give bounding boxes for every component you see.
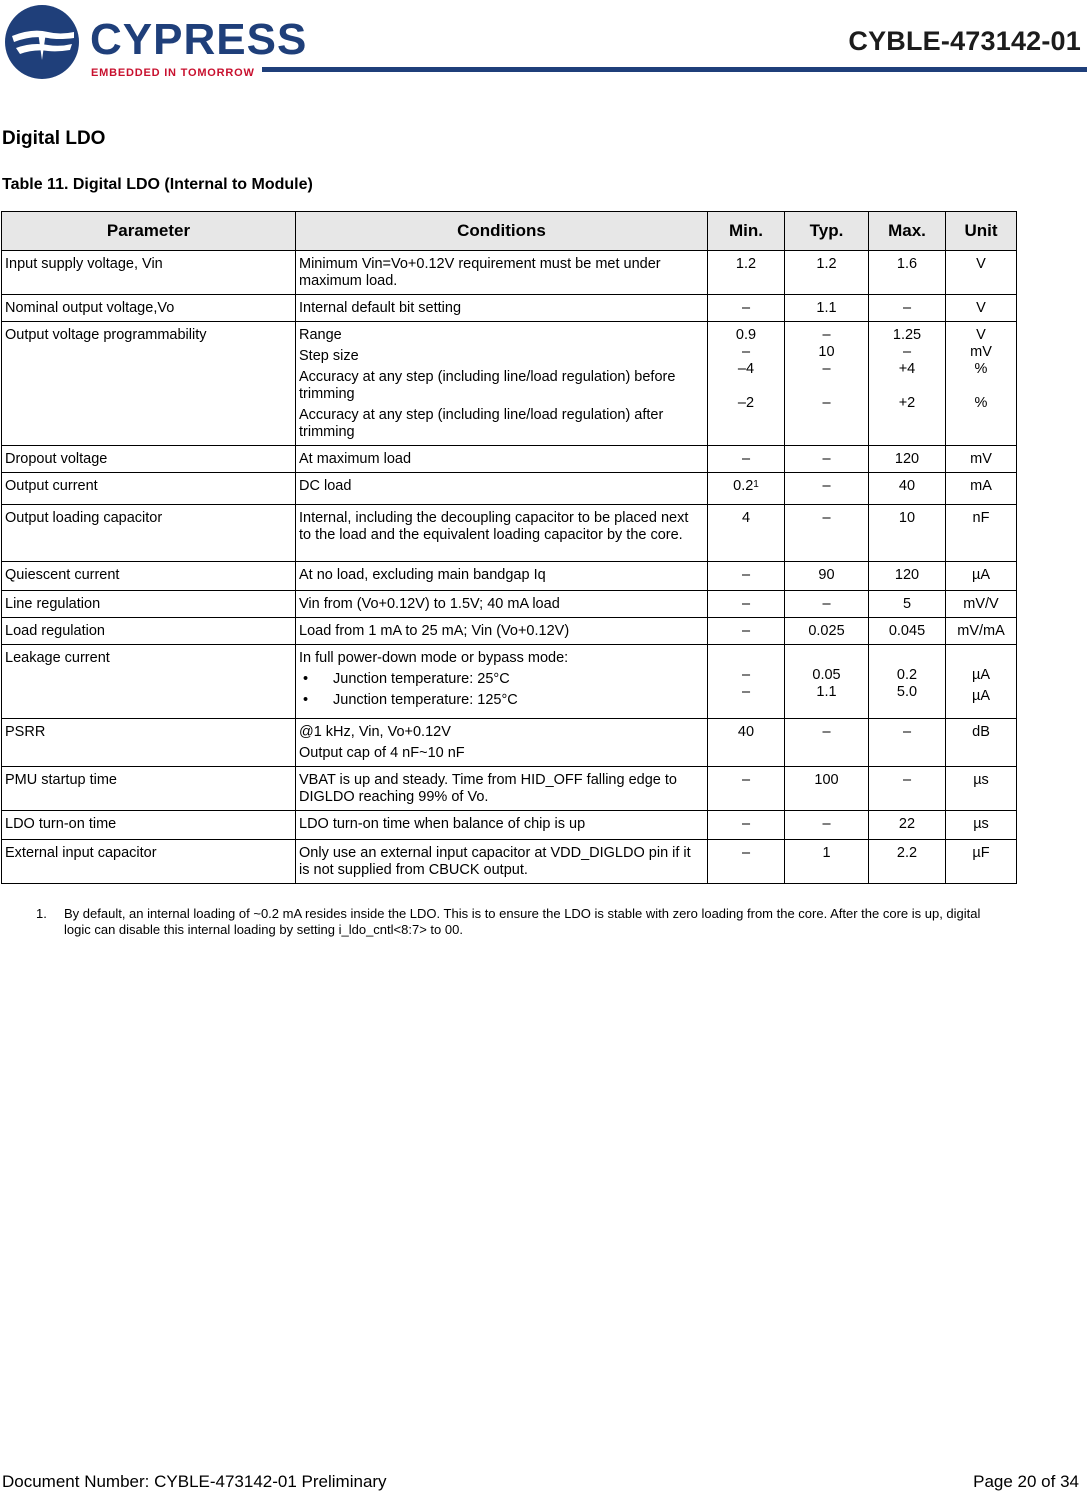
conditions-cell [296, 811, 708, 840]
value: – [822, 361, 831, 377]
parameter-cell: External input capacitor [2, 840, 296, 884]
typ-cell: 1.2 [785, 251, 869, 295]
max-cell: – [869, 295, 946, 322]
table-row [2, 295, 1017, 322]
max-cell: 5 [869, 591, 946, 618]
value: 5.0 [896, 684, 918, 700]
unit-cell: V [946, 295, 1017, 322]
value: % [974, 361, 988, 377]
max-cell [869, 645, 946, 719]
max-cell: 120 [869, 446, 946, 473]
table-row [2, 591, 1017, 618]
value: 1.25 [892, 327, 922, 343]
typ-cell: 100 [785, 767, 869, 811]
max-cell: 120 [869, 562, 946, 591]
condition-text: Load from 1 mA to 25 mA; Vin (Vo+0.12V) [299, 623, 570, 639]
value: +2 [898, 395, 916, 411]
brand-wordmark: CYPRESS [90, 15, 308, 64]
condition-text: Range [299, 327, 342, 343]
min-cell [708, 322, 785, 446]
parameter-cell: Output loading capacitor [2, 505, 296, 562]
header-rule [262, 67, 1087, 72]
unit-cell: mV/V [946, 591, 1017, 618]
value: 0.05 [812, 667, 841, 683]
footnote [36, 906, 986, 938]
max-cell: – [869, 719, 946, 767]
conditions-cell [296, 446, 708, 473]
table-row [2, 645, 1017, 719]
conditions-cell [296, 473, 708, 505]
max-cell: 40 [869, 473, 946, 505]
digital-ldo-table [1, 211, 1017, 884]
value: – [741, 667, 751, 683]
parameter-cell: Output voltage programmability [2, 322, 296, 446]
value: 0.2 [896, 667, 918, 683]
document-number: Document Number: CYBLE-473142-01 Preliminary [2, 1472, 387, 1491]
parameter-cell: Leakage current [2, 645, 296, 719]
min-cell: – [708, 840, 785, 884]
value: 1.1 [816, 684, 837, 700]
footnote-text: By default, an internal loading of ~0.2 mA resides inside the LDO. This is to ensure the LDO is stable with zero loading from the core. After the core is up, digital logic can disable this internal loading by setting i_ldo_cntl<8:7> to 00. [64, 906, 981, 937]
value: mV [970, 344, 992, 360]
typ-cell: – [785, 505, 869, 562]
condition-text: In full power-down mode or bypass mode: [299, 650, 569, 666]
condition-text: Accuracy at any step (including line/load regulation) before trimming [299, 369, 676, 402]
table-row [2, 251, 1017, 295]
typ-cell: – [785, 473, 869, 505]
table-row [2, 719, 1017, 767]
value: – [741, 684, 751, 700]
unit-cell: dB [946, 719, 1017, 767]
max-cell: 1.6 [869, 251, 946, 295]
table-row [2, 767, 1017, 811]
max-cell [869, 322, 946, 446]
typ-cell: – [785, 811, 869, 840]
conditions-cell [296, 295, 708, 322]
typ-cell: – [785, 591, 869, 618]
parameter-cell: Line regulation [2, 591, 296, 618]
condition-text: @1 kHz, Vin, Vo+0.12V [299, 724, 451, 740]
value: – [902, 344, 912, 360]
table-row [2, 446, 1017, 473]
max-cell: 0.045 [869, 618, 946, 645]
conditions-cell [296, 767, 708, 811]
condition-text: Minimum Vin=Vo+0.12V requirement must be met under maximum load. [299, 256, 661, 289]
value: 0.2 [733, 478, 754, 494]
page-header [0, 0, 1087, 90]
table-row [2, 322, 1017, 446]
column-header: Unit [946, 212, 1017, 251]
parameter-cell: Dropout voltage [2, 446, 296, 473]
page-number: Page 20 of 34 [973, 1472, 1079, 1491]
table-header-row [2, 212, 1017, 251]
max-cell: – [869, 767, 946, 811]
column-header: Conditions [296, 212, 708, 251]
parameter-cell: Input supply voltage, Vin [2, 251, 296, 295]
conditions-cell [296, 618, 708, 645]
min-cell: – [708, 295, 785, 322]
min-cell: – [708, 562, 785, 591]
min-cell [708, 645, 785, 719]
min-cell: – [708, 618, 785, 645]
parameter-cell: PSRR [2, 719, 296, 767]
conditions-cell [296, 505, 708, 562]
typ-cell [785, 645, 869, 719]
value: µA [971, 667, 991, 683]
unit-cell: mV [946, 446, 1017, 473]
max-cell: 2.2 [869, 840, 946, 884]
typ-cell: 1.1 [785, 295, 869, 322]
unit-cell: µs [946, 767, 1017, 811]
conditions-cell [296, 840, 708, 884]
table-row [2, 562, 1017, 591]
value: –4 [737, 361, 755, 377]
conditions-cell [296, 719, 708, 767]
value: +4 [898, 361, 916, 377]
table-caption: Table 11. Digital LDO (Internal to Module) [2, 176, 313, 193]
typ-cell [785, 322, 869, 446]
min-cell: – [708, 591, 785, 618]
max-cell: 22 [869, 811, 946, 840]
condition-text: LDO turn-on time when balance of chip is up [299, 816, 586, 832]
conditions-cell [296, 562, 708, 591]
unit-cell [946, 645, 1017, 719]
bullet-item: • Junction temperature: 25°C [299, 671, 704, 688]
column-header: Min. [708, 212, 785, 251]
value: –2 [737, 395, 755, 411]
table-row [2, 618, 1017, 645]
condition-text: Step size [299, 348, 359, 364]
value: 0.9 [735, 327, 757, 343]
condition-text: Accuracy at any step (including line/load regulation) after trimming [299, 407, 664, 440]
conditions-cell [296, 591, 708, 618]
typ-cell: 0.025 [785, 618, 869, 645]
parameter-cell: PMU startup time [2, 767, 296, 811]
min-cell: 1.2 [708, 251, 785, 295]
column-header: Parameter [2, 212, 296, 251]
parameter-cell: Load regulation [2, 618, 296, 645]
footnote-ref: 1 [753, 479, 759, 490]
min-cell: 40 [708, 719, 785, 767]
value: % [974, 395, 988, 411]
condition-text: Internal default bit setting [299, 300, 462, 316]
min-cell: – [708, 767, 785, 811]
typ-cell: 90 [785, 562, 869, 591]
table-row [2, 811, 1017, 840]
unit-cell: nF [946, 505, 1017, 562]
table-row [2, 840, 1017, 884]
parameter-cell: LDO turn-on time [2, 811, 296, 840]
parameter-cell: Output current [2, 473, 296, 505]
value: – [822, 395, 831, 411]
cypress-logo [2, 2, 308, 82]
value: – [822, 327, 831, 343]
value: 10 [818, 344, 835, 360]
min-cell: 4 [708, 505, 785, 562]
column-header: Typ. [785, 212, 869, 251]
bullet-item: • Junction temperature: 125°C [299, 692, 704, 709]
column-header: Max. [869, 212, 946, 251]
parameter-cell: Quiescent current [2, 562, 296, 591]
unit-cell: µA [946, 562, 1017, 591]
conditions-cell [296, 251, 708, 295]
brand-tagline: EMBEDDED IN TOMORROW [91, 67, 255, 79]
conditions-cell [296, 645, 708, 719]
section-title: Digital LDO [2, 128, 106, 149]
condition-text: Vin from (Vo+0.12V) to 1.5V; 40 mA load [299, 596, 560, 612]
typ-cell: 1 [785, 840, 869, 884]
condition-text: At no load, excluding main bandgap Iq [299, 567, 546, 583]
conditions-cell [296, 322, 708, 446]
condition-text: At maximum load [299, 451, 412, 467]
table-row [2, 505, 1017, 562]
table-row [2, 473, 1017, 505]
value: – [741, 344, 751, 360]
condition-text: VBAT is up and steady. Time from HID_OFF falling edge to DIGLDO reaching 99% of Vo. [299, 772, 677, 805]
parameter-cell: Nominal output voltage,Vo [2, 295, 296, 322]
footnote-number: 1. [36, 906, 47, 921]
condition-text: Output cap of 4 nF~10 nF [299, 745, 465, 761]
unit-cell: V [946, 251, 1017, 295]
unit-cell: mA [946, 473, 1017, 505]
min-cell [708, 473, 785, 505]
value: µA [971, 688, 991, 704]
unit-cell: mV/mA [946, 618, 1017, 645]
condition-text: Internal, including the decoupling capacitor to be placed next to the load and the equivalent loading capacitor by the core. [299, 510, 689, 543]
min-cell: – [708, 446, 785, 473]
min-cell: – [708, 811, 785, 840]
typ-cell: – [785, 446, 869, 473]
unit-cell [946, 322, 1017, 446]
condition-text: Only use an external input capacitor at VDD_DIGLDO pin if it is not supplied from CBUCK output. [299, 845, 691, 878]
condition-text: DC load [299, 478, 352, 494]
typ-cell: – [785, 719, 869, 767]
unit-cell: µF [946, 840, 1017, 884]
unit-cell: µs [946, 811, 1017, 840]
document-id: CYBLE-473142-01 [848, 26, 1081, 56]
value: V [976, 327, 986, 343]
max-cell: 10 [869, 505, 946, 562]
